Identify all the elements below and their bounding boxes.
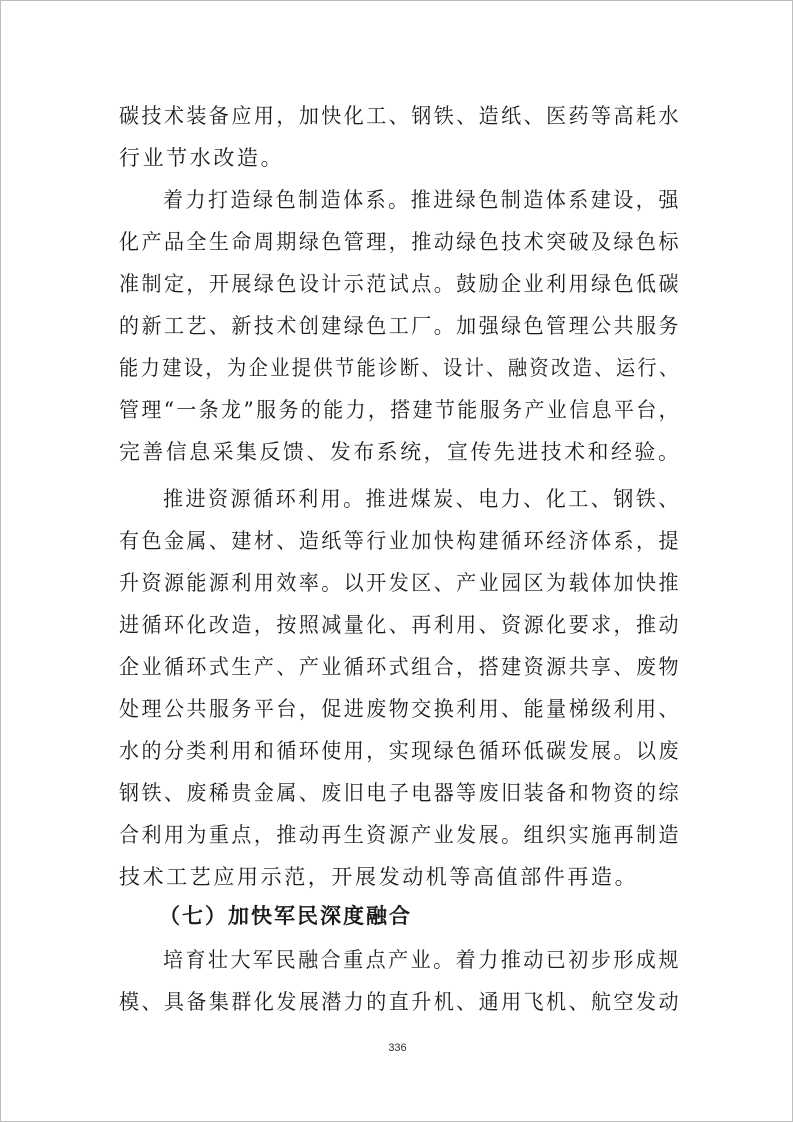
body-text-line: 碳技术装备应用，加快化工、钢铁、造纸、医药等高耗水 — [119, 104, 681, 128]
body-text-line: 化产品全生命周期绿色管理，推动绿色技术突破及绿色标 — [119, 230, 681, 254]
body-text-line: 模、具备集群化发展潜力的直升机、通用飞机、航空发动 — [119, 990, 681, 1014]
body-text-line: 准制定，开展绿色设计示范试点。鼓励企业利用绿色低碳 — [119, 272, 681, 296]
page-number: 336 — [388, 1042, 407, 1054]
body-text-line: 处理公共服务平台，促进废物交换利用、能量梯级利用、 — [119, 697, 681, 721]
body-text-line: 能力建设，为企业提供节能诊断、设计、融资改造、运行、 — [119, 356, 681, 380]
body-text-line: 完善信息采集反馈、发布系统，宣传先进技术和经验。 — [119, 440, 682, 464]
body-text-line: 钢铁、废稀贵金属、废旧电子电器等废旧装备和物资的综 — [119, 781, 681, 805]
body-text-line: 技术工艺应用示范，开展发动机等高值部件再造。 — [119, 865, 639, 889]
paragraph-first-line: 培育壮大军民融合重点产业。着力推动已初步形成规 — [163, 948, 681, 972]
paragraph-first-line: 着力打造绿色制造体系。推进绿色制造体系建设，强 — [163, 188, 681, 212]
body-text-line: 企业循环式生产、产业循环式组合，搭建资源共享、废物 — [119, 655, 681, 679]
body-text-line: 的新工艺、新技术创建绿色工厂。加强绿色管理公共服务 — [119, 314, 681, 338]
body-text-line: 进循环化改造，按照减量化、再利用、资源化要求，推动 — [119, 613, 681, 637]
body-text-line: 行业节水改造。 — [119, 146, 285, 170]
body-text-line: 水的分类利用和循环使用，实现绿色循环低碳发展。以废 — [119, 739, 681, 763]
paragraph-first-line: 推进资源循环利用。推进煤炭、电力、化工、钢铁、 — [163, 487, 681, 511]
body-text-line: 有色金属、建材、造纸等行业加快构建循环经济体系，提 — [119, 529, 681, 553]
section-heading: （七）加快军民深度融合 — [159, 903, 412, 928]
body-text-line: 管理“一条龙”服务的能力，搭建节能服务产业信息平台， — [119, 398, 682, 422]
body-text-line: 合利用为重点，推动再生资源产业发展。组织实施再制造 — [119, 823, 681, 847]
body-text-line: 升资源能源利用效率。以开发区、产业园区为载体加快推 — [119, 571, 681, 595]
